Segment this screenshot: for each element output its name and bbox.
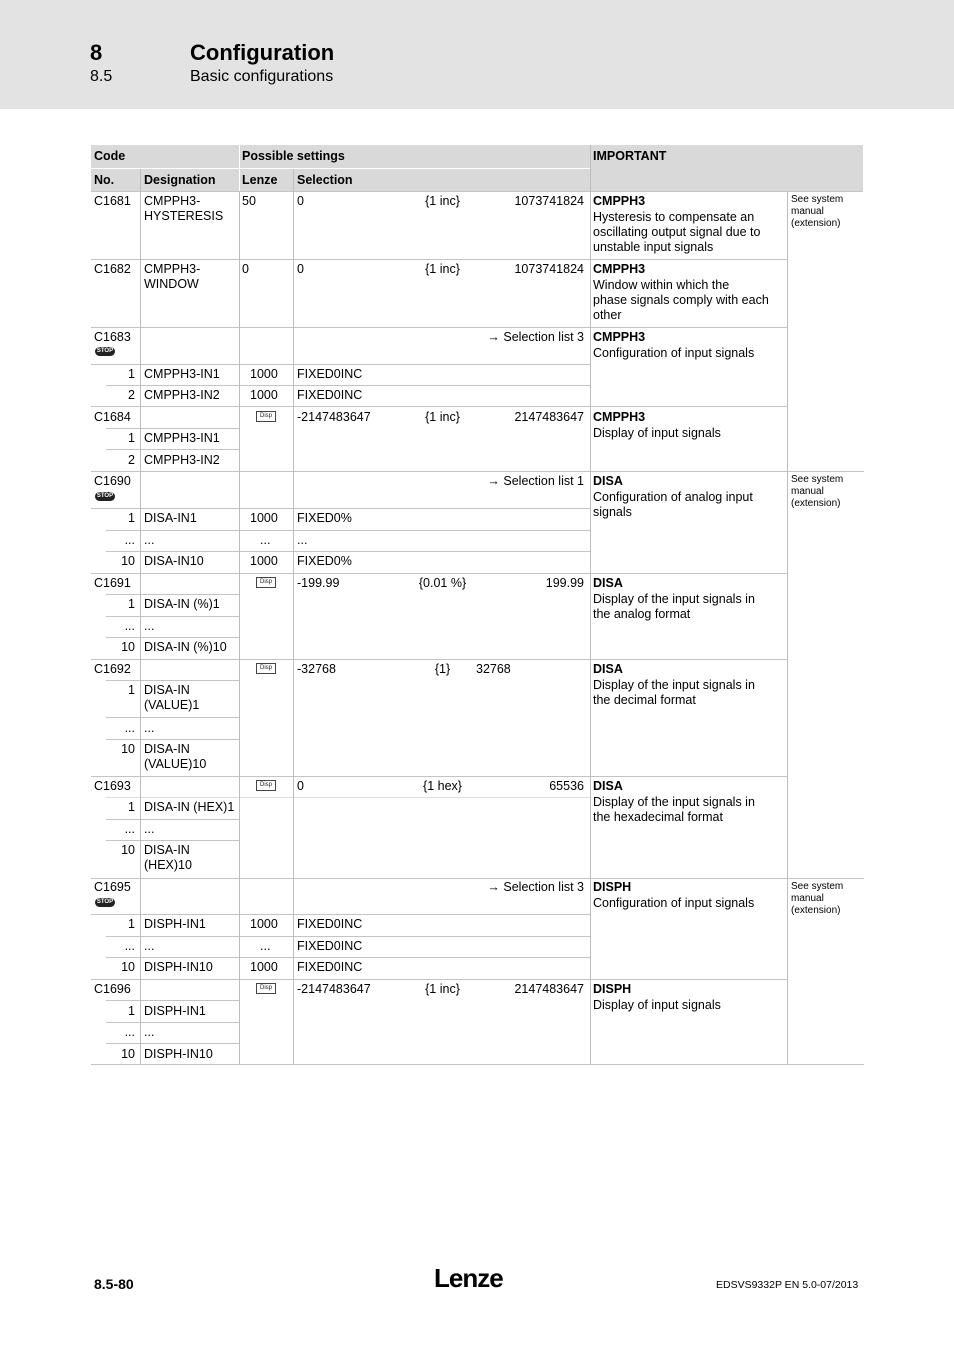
important-text: Display of the input signals in the hexadecimal format — [593, 795, 755, 824]
see-manual-note: See system manual (extension) — [791, 881, 844, 916]
col-designation-header: Designation — [144, 173, 216, 187]
selection-min: -2147483647 — [297, 982, 371, 996]
selection-min: -199.99 — [297, 576, 340, 590]
col-code-header: Code — [94, 149, 126, 163]
selection-max: 1073741824 — [514, 194, 584, 208]
subcode-ellipsis: ... — [124, 822, 135, 836]
code-c1692: C1692 — [94, 662, 131, 676]
code-c1683: C1683 — [94, 330, 131, 344]
selection-step: {1 hex} — [423, 779, 462, 793]
col-important-header: IMPORTANT — [593, 149, 667, 163]
lenze-value: 50 — [242, 194, 256, 208]
important-heading: CMPPH3 — [593, 330, 646, 344]
lenze-ellipsis: ... — [260, 939, 271, 953]
selection-step: {1 inc} — [425, 194, 460, 208]
code-c1691: C1691 — [94, 576, 131, 590]
designation: CMPPH3-IN2 — [144, 453, 220, 467]
important-text: Display of input signals — [593, 426, 721, 440]
designation-ellipsis: ... — [144, 1025, 155, 1039]
important-heading: DISPH — [593, 982, 632, 996]
display-only-icon: Disp — [256, 780, 276, 791]
designation: DISPH-IN10 — [144, 1047, 213, 1061]
selection-min: -2147483647 — [297, 410, 371, 424]
chapter-title: Configuration — [190, 40, 335, 65]
chapter-number: 8 — [90, 40, 103, 65]
designation: CMPPH3-IN1 — [144, 367, 220, 381]
subcode-ellipsis: ... — [124, 619, 135, 633]
subcode-ellipsis: ... — [124, 1025, 135, 1039]
subcode-no: 1 — [128, 511, 135, 525]
display-only-icon: Disp — [256, 577, 276, 588]
important-heading: DISA — [593, 662, 623, 676]
subcode-no: 1 — [128, 800, 135, 814]
code-c1684: C1684 — [94, 410, 131, 424]
designation: DISA-IN (VALUE)1 — [144, 683, 200, 712]
important-heading: CMPPH3 — [593, 194, 646, 208]
section-title: Basic configurations — [190, 68, 334, 85]
selection-list-link[interactable]: → Selection list 1 — [487, 474, 584, 488]
lenze-logo: Lenze — [434, 1263, 503, 1293]
designation: DISA-IN (%)10 — [144, 640, 227, 654]
important-heading: DISA — [593, 474, 623, 488]
subcode-no: 1 — [128, 367, 135, 381]
important-text: Configuration of input signals — [593, 346, 755, 360]
selection-max: 2147483647 — [514, 410, 584, 424]
selection-step: {1} — [434, 662, 451, 676]
selection-step: {1 inc} — [425, 982, 460, 996]
subcode-no: 1 — [128, 1004, 135, 1018]
designation-ellipsis: ... — [144, 619, 155, 633]
important-text: Display of input signals — [593, 998, 721, 1012]
important-text: Display of the input signals in the analog format — [593, 592, 755, 621]
important-heading: CMPPH3 — [593, 262, 646, 276]
col-no-header: No. — [94, 173, 115, 187]
selection-max: 2147483647 — [514, 982, 584, 996]
important-text: Display of the input signals in the decimal format — [593, 678, 755, 707]
subcode-no: 2 — [128, 453, 135, 467]
important-text: Configuration of input signals — [593, 896, 755, 910]
code-c1693: C1693 — [94, 779, 131, 793]
important-heading: DISA — [593, 779, 623, 793]
document-id: EDSVS9332P EN 5.0-07/2013 — [716, 1279, 859, 1291]
designation: DISA-IN10 — [144, 554, 204, 568]
subcode-no: 10 — [121, 960, 135, 974]
subcode-no: 1 — [128, 597, 135, 611]
subcode-no: 2 — [128, 388, 135, 402]
see-manual-note: See system manual (extension) — [791, 474, 844, 509]
designation: DISPH-IN1 — [144, 1004, 206, 1018]
selection-value: FIXED0% — [297, 511, 352, 525]
selection-min: 0 — [297, 262, 304, 276]
subcode-no: 1 — [128, 917, 135, 931]
designation: CMPPH3-IN1 — [144, 431, 220, 445]
designation-ellipsis: ... — [144, 721, 155, 735]
designation: CMPPH3- HYSTERESIS — [144, 194, 224, 223]
page-number: 8.5-80 — [94, 1276, 134, 1292]
stop-icon: STOP — [96, 899, 114, 905]
designation: DISPH-IN1 — [144, 917, 206, 931]
selection-max: 199.99 — [545, 576, 584, 590]
display-only-icon: Disp — [256, 663, 276, 674]
selection-value: FIXED0INC — [297, 960, 363, 974]
selection-min: 0 — [297, 779, 304, 793]
code-c1682: C1682 — [94, 262, 131, 276]
subcode-ellipsis: ... — [124, 533, 135, 547]
stop-icon: STOP — [96, 348, 114, 354]
selection-ellipsis: ... — [297, 533, 308, 547]
col-selection-header: Selection — [297, 173, 353, 187]
lenze-value: 1000 — [250, 917, 278, 931]
subcode-no: 10 — [121, 1047, 135, 1061]
subcode-no: 10 — [121, 640, 135, 654]
selection-min: -32768 — [297, 662, 336, 676]
subcode-no: 1 — [128, 683, 135, 697]
designation: DISA-IN (HEX)10 — [144, 843, 192, 872]
important-text: Configuration of analog input signals — [593, 490, 753, 519]
selection-max: 1073741824 — [514, 262, 584, 276]
section-number: 8.5 — [90, 68, 113, 85]
code-c1690: C1690 — [94, 474, 131, 488]
selection-value: FIXED0% — [297, 554, 352, 568]
designation: DISA-IN1 — [144, 511, 197, 525]
subcode-no: 10 — [121, 554, 135, 568]
important-heading: DISA — [593, 576, 623, 590]
col-possible-settings-header: Possible settings — [242, 149, 345, 163]
code-c1696: C1696 — [94, 982, 131, 996]
selection-step: {0.01 %} — [418, 576, 467, 590]
designation-ellipsis: ... — [144, 533, 155, 547]
code-c1681: C1681 — [94, 194, 131, 208]
lenze-value: 1000 — [250, 511, 278, 525]
selection-value: FIXED0INC — [297, 367, 363, 381]
designation: CMPPH3-IN2 — [144, 388, 220, 402]
display-only-icon: Disp — [256, 411, 276, 422]
selection-value: FIXED0INC — [297, 388, 363, 402]
subcode-ellipsis: ... — [124, 721, 135, 735]
display-only-icon: Disp — [256, 983, 276, 994]
see-manual-note: See system manual (extension) — [791, 194, 844, 229]
selection-max: 32768 — [476, 662, 511, 676]
selection-value: FIXED0INC — [297, 939, 363, 953]
lenze-value: 1000 — [250, 388, 278, 402]
subcode-ellipsis: ... — [124, 939, 135, 953]
selection-value: FIXED0INC — [297, 917, 363, 931]
selection-max: 65536 — [549, 779, 584, 793]
col-lenze-header: Lenze — [242, 173, 278, 187]
stop-icon: STOP — [96, 493, 114, 499]
subcode-no: 1 — [128, 431, 135, 445]
lenze-value: 1000 — [250, 367, 278, 381]
lenze-value: 1000 — [250, 960, 278, 974]
important-text: Hysteresis to compensate an oscillating output signal due to unstable input signals — [593, 210, 761, 254]
designation: DISA-IN (%)1 — [144, 597, 220, 611]
code-c1695: C1695 — [94, 880, 131, 894]
designation: CMPPH3- WINDOW — [144, 262, 201, 291]
subcode-no: 10 — [121, 843, 135, 857]
important-heading: DISPH — [593, 880, 632, 894]
selection-list-link[interactable]: → Selection list 3 — [487, 330, 584, 344]
important-text: Window within which the phase signals comply with each other — [593, 278, 769, 322]
designation: DISPH-IN10 — [144, 960, 213, 974]
lenze-value: 1000 — [250, 554, 278, 568]
designation: DISA-IN (VALUE)10 — [144, 742, 207, 771]
designation: DISA-IN (HEX)1 — [144, 800, 235, 814]
lenze-ellipsis: ... — [260, 533, 271, 547]
subcode-no: 10 — [121, 742, 135, 756]
important-heading: CMPPH3 — [593, 410, 646, 424]
designation-ellipsis: ... — [144, 822, 155, 836]
selection-step: {1 inc} — [425, 262, 460, 276]
selection-min: 0 — [297, 194, 304, 208]
selection-list-link[interactable]: → Selection list 3 — [487, 880, 584, 894]
designation-ellipsis: ... — [144, 939, 155, 953]
lenze-value: 0 — [242, 262, 249, 276]
page-header — [0, 0, 954, 109]
selection-step: {1 inc} — [425, 410, 460, 424]
